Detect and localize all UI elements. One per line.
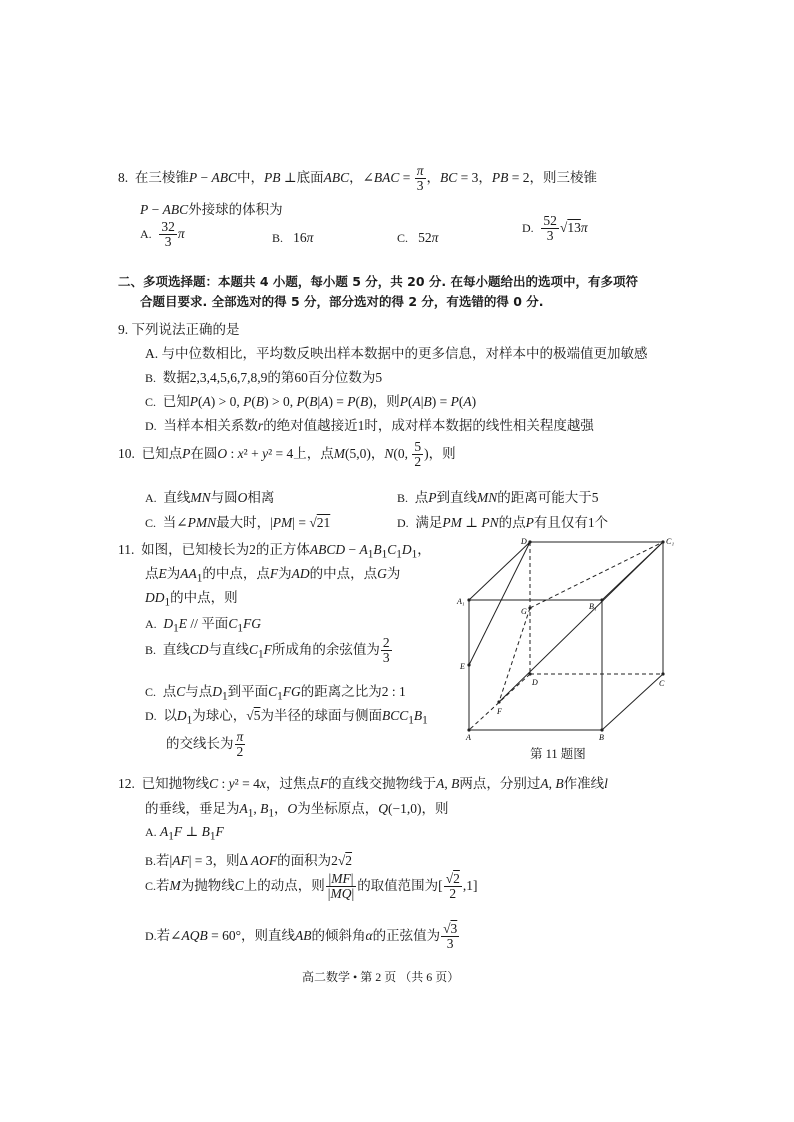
q12-stem-line1: 12. 已知抛物线C : y² = 4x，过焦点F的直线交抛物线于A, B两点，分别过A, B作准线l [118,776,608,791]
label-e: E [460,662,465,671]
page-footer: 高二数学 • 第 2 页 （共 6 页） [302,970,460,984]
section2-line1: 二、多项选择题：本题共 4 小题，每小题 5 分，共 20 分. 在每小题给出的选项中，有多项符 [118,274,639,289]
q9-option-d: D. 当样本相关系数r的绝对值越接近1时，成对样本数据的线性相关程度越强 [145,418,594,433]
label-b1: B₁ [589,602,597,611]
q8-line2: P − ABC外接球的体积为 [140,202,283,217]
q8-line1: 8. 在三棱锥P − ABC中，PB ⊥底面ABC，∠BAC = $\frac{\pi}{3}$ ，BC = 3，PB = 2，则三棱锥 [118,163,598,194]
cube-figure [455,532,685,742]
q12-option-a: A. $A_1F$ ⊥ $B_1F$ [145,824,224,843]
q8-option-c: C. 52π [397,230,439,245]
q11-option-a: A. $D_1E$ // 平面$C_1FG$ [145,616,261,635]
q11-option-d-cont: 的交线长为 $\frac{\pi}{2}$ [166,729,244,760]
label-a1: A₁ [457,597,465,606]
q9-option-c: C. 已知P(A) > 0, P(B) > 0, P(B|A) = P(B)，则P(A|B) = P(A) [145,394,477,409]
q12-option-b: B.若|AF| = 3，则Δ AOF的面积为2√2 [145,853,353,868]
q11-option-c: C. 点C与点$D_1$到平面$C_1FG$的距离之比为2 : 1 [145,684,406,703]
q9-stem: 9. 下列说法正确的是 [118,322,240,337]
q12-option-d: D.若∠AQB = 60°，则直线AB的倾斜角α的正弦值为 $\frac{√3}{3}$ [145,921,458,952]
q12-stem-line2: 的垂线，垂足为$A_1$, $B_1$，O为坐标原点，Q(−1,0)，则 [145,801,449,820]
q8-option-b: B. 16π [272,230,314,245]
label-d1: D₁ [521,537,530,546]
q9-option-a: A. 与中位数相比，平均数反映出样本数据中的更多信息，对样本中的极端值更加敏感 [145,346,648,361]
label-c: C [659,679,665,688]
label-f: F [497,707,502,716]
section2-line2: 合题目要求. 全部选对的得 5 分，部分选对的得 2 分，有选错的得 0 分. [140,294,544,309]
label-d: D [532,678,538,687]
q11-option-d: D. 以$D_1$为球心，√5为半径的球面与侧面$BCC_1B_1$ [145,708,428,727]
q10-option-b: B. 点P到直线MN的距离可能大于5 [397,490,599,505]
figure-caption: 第 11 题图 [530,747,586,761]
q10-option-c: C. 当∠PMN最大时，|PM| = √21 [145,515,331,530]
q10-option-d: D. 满足PM ⊥ PN的点P有且仅有1个 [397,515,609,530]
label-a: A [466,733,471,742]
label-c1: C₁ [666,537,675,546]
q12-option-c: C.若M为抛物线C上的动点，则 $\frac{|MF|}{|MQ|}$ 的取值范围为[ $\frac{√2}{2}$ ,1] [145,871,478,902]
label-g: G [521,607,527,616]
q8-option-a: A. $\frac{32}{3}$ π [140,219,185,250]
q8-option-d: D. $\frac{52}{3}$ √13π [522,213,588,244]
q11-option-b: B. 直线CD与直线$C_1F$所成角的余弦值为 $\frac{2}{3}$ [145,635,390,666]
q10-stem: 10. 已知点P在圆O : x² + y² = 4上，点M(5,0)，N(0, $\frac{5}{2}$ )，则 [118,439,456,470]
q11-stem-line1: 11. 如图，已知棱长为2的正方体ABCD − $A_1B_1C_1D_1$， [118,542,431,561]
q11-stem-line2: 点E为$AA_1$的中点，点F为AD的中点，点G为 [145,566,401,585]
label-b: B [599,733,604,742]
q11-stem-line3: $DD_1$的中点，则 [145,590,238,609]
q9-option-b: B. 数据2,3,4,5,6,7,8,9的第60百分位数为5 [145,370,383,385]
q10-option-a: A. 直线MN与圆O相离 [145,490,275,505]
